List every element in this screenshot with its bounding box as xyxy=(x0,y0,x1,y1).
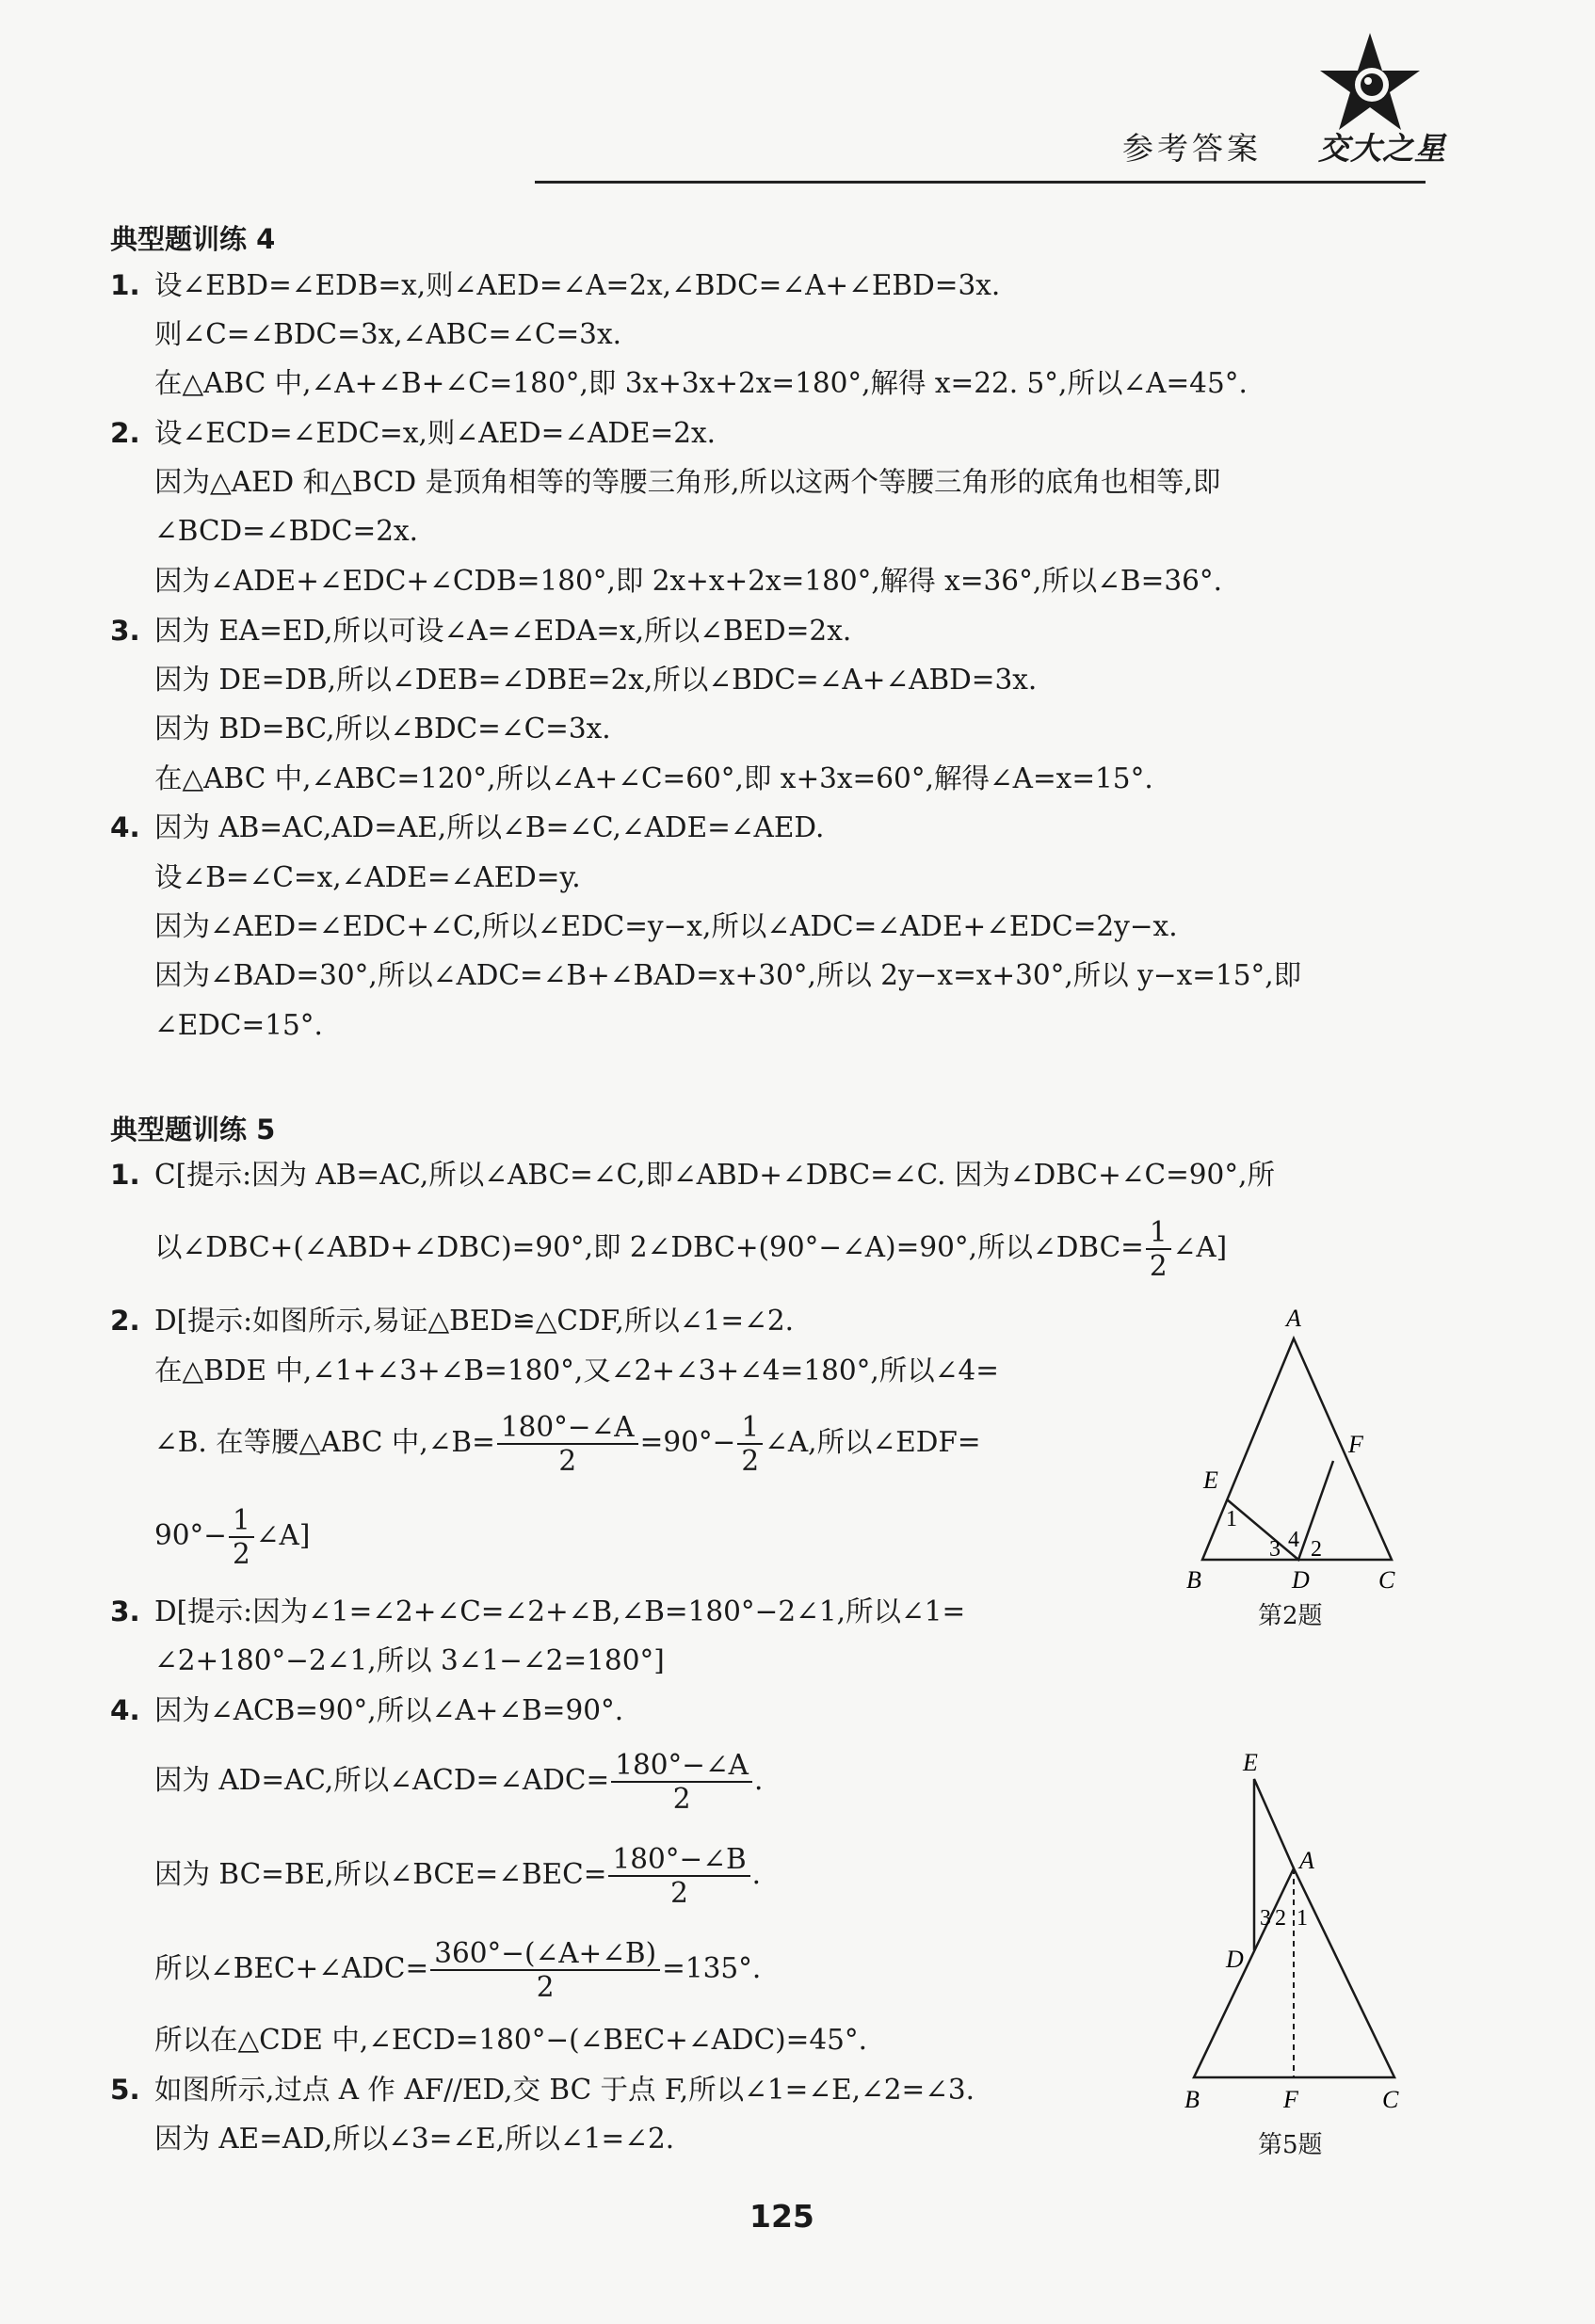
fig5-label-C: C xyxy=(1382,2086,1399,2113)
numerator: 360°−(∠A+∠B) xyxy=(430,1937,660,1971)
denominator: 2 xyxy=(672,1783,691,1815)
solution-line: 设∠B=∠C=x,∠ADE=∠AED=y. xyxy=(154,861,581,893)
fig2-label-F: F xyxy=(1348,1431,1363,1458)
fig5-label-A: A xyxy=(1299,1847,1314,1874)
problem-number: 2. xyxy=(110,1305,140,1337)
solution-line: 因为∠AED=∠EDC+∠C,所以∠EDC=y−x,所以∠ADC=∠ADE+∠EDC=2y−x. xyxy=(154,910,1178,942)
section-title: 典型题训练 4 xyxy=(110,223,276,255)
solution-line: 在△ABC 中,∠A+∠B+∠C=180°,即 3x+3x+2x=180°,解得 x=22. 5°,所以∠A=45°. xyxy=(154,367,1248,399)
figure-2-caption: 第2题 xyxy=(1258,1602,1323,1630)
denominator: 2 xyxy=(670,1877,688,1909)
text-run: ∠A] xyxy=(1172,1231,1228,1263)
text-run: 因为 BC=BE,所以∠BCE=∠BEC= xyxy=(154,1858,607,1890)
problem-number: 3. xyxy=(110,615,140,647)
solution-line xyxy=(154,1837,761,1911)
fraction xyxy=(430,1937,660,2003)
fraction xyxy=(737,1411,763,1477)
text-run: =90°− xyxy=(639,1426,736,1458)
fig5-label-E: E xyxy=(1243,1749,1258,1776)
text-run: 所以∠BEC+∠ADC= xyxy=(154,1952,429,1984)
fig2-label-B: B xyxy=(1186,1566,1201,1594)
solution-line: ∠EDC=15°. xyxy=(154,1009,323,1041)
solution-line: 设∠EBD=∠EDB=x,则∠AED=∠A=2x,∠BDC=∠A+∠EBD=3x. xyxy=(154,269,1001,301)
solution-line: 如图所示,过点 A 作 AF//ED,交 BC 于点 F,所以∠1=∠E,∠2=∠3. xyxy=(154,2074,975,2106)
fraction xyxy=(1146,1216,1171,1282)
figure-5-caption: 第5题 xyxy=(1258,2131,1323,2159)
text-run: 90°− xyxy=(154,1519,228,1551)
fig2-angle-3: 3 xyxy=(1269,1537,1281,1562)
numerator: 1 xyxy=(737,1411,763,1445)
figure-2-diagram xyxy=(1177,1304,1412,1595)
fig2-angle-4: 4 xyxy=(1288,1528,1299,1552)
denominator: 2 xyxy=(1149,1250,1168,1282)
solution-line: 因为△AED 和△BCD 是顶角相等的等腰三角形,所以这两个等腰三角形的底角也相等,即 xyxy=(154,466,1221,498)
fig2-label-C: C xyxy=(1378,1566,1395,1594)
figure-5-diagram xyxy=(1177,1746,1412,2118)
problem-number: 4. xyxy=(110,1694,140,1726)
fraction xyxy=(497,1411,638,1477)
solution-line: 因为 AB=AC,AD=AE,所以∠B=∠C,∠ADE=∠AED. xyxy=(154,811,825,843)
numerator: 180°−∠A xyxy=(497,1411,638,1445)
header-section-label: 参考答案 xyxy=(1122,130,1262,167)
fig2-label-D: D xyxy=(1292,1566,1310,1594)
page-number: 125 xyxy=(749,2198,814,2235)
solution-line: 则∠C=∠BDC=3x,∠ABC=∠C=3x. xyxy=(154,318,621,350)
numerator: 180°−∠B xyxy=(608,1843,749,1877)
fraction xyxy=(611,1749,752,1815)
denominator: 2 xyxy=(558,1445,577,1477)
header-rule xyxy=(535,181,1426,184)
header-brand: 交大之星 xyxy=(1318,130,1446,167)
solution-line: 因为 EA=ED,所以可设∠A=∠EDA=x,所以∠BED=2x. xyxy=(154,615,852,647)
solution-line: 设∠ECD=∠EDC=x,则∠AED=∠ADE=2x. xyxy=(154,417,717,449)
text-run: =135°. xyxy=(662,1952,762,1984)
numerator: 1 xyxy=(229,1504,254,1538)
solution-line xyxy=(154,1743,763,1817)
problem-number: 4. xyxy=(110,811,140,843)
fig5-angle-1: 1 xyxy=(1297,1906,1308,1931)
solution-line xyxy=(154,1931,761,2005)
text-run: ∠B. 在等腰△ABC 中,∠B= xyxy=(154,1426,495,1458)
fraction xyxy=(229,1504,254,1570)
denominator: 2 xyxy=(233,1538,250,1570)
solution-line: C[提示:因为 AB=AC,所以∠ABC=∠C,即∠ABD+∠DBC=∠C. 因为∠DBC+∠C=90°,所 xyxy=(154,1159,1275,1191)
solution-line: ∠BCD=∠BDC=2x. xyxy=(154,515,419,547)
text-run: ∠A,所以∠EDF= xyxy=(765,1426,981,1458)
fig5-angle-3: 3 xyxy=(1260,1906,1271,1931)
solution-line: D[提示:如图所示,易证△BED≌△CDF,所以∠1=∠2. xyxy=(154,1305,794,1337)
problem-number: 1. xyxy=(110,1159,140,1191)
numerator: 1 xyxy=(1146,1216,1171,1250)
problem-number: 5. xyxy=(110,2074,140,2106)
solution-line: 因为 DE=DB,所以∠DEB=∠DBE=2x,所以∠BDC=∠A+∠ABD=3x. xyxy=(154,664,1038,696)
fig5-angle-2: 2 xyxy=(1275,1906,1286,1931)
solution-line: 因为∠BAD=30°,所以∠ADC=∠B+∠BAD=x+30°,所以 2y−x=x+30°,所以 y−x=15°,即 xyxy=(154,959,1302,991)
denominator: 2 xyxy=(536,1971,555,2003)
solution-line: 在△BDE 中,∠1+∠3+∠B=180°,又∠2+∠3+∠4=180°,所以∠4= xyxy=(154,1354,1000,1386)
fig2-label-A: A xyxy=(1286,1305,1301,1332)
denominator: 2 xyxy=(741,1445,760,1477)
problem-number: 3. xyxy=(110,1595,140,1627)
fig2-angle-2: 2 xyxy=(1311,1537,1322,1562)
solution-line: 因为∠ADE+∠EDC+∠CDB=180°,即 2x+x+2x=180°,解得 x=36°,所以∠B=36°. xyxy=(154,565,1222,597)
solution-line: ∠2+180°−2∠1,所以 3∠1−∠2=180°] xyxy=(154,1644,665,1676)
fraction xyxy=(608,1843,749,1909)
fig5-label-D: D xyxy=(1226,1946,1244,1973)
text-run: . xyxy=(753,1764,764,1796)
numerator: 180°−∠A xyxy=(611,1749,752,1783)
text-run: ∠A] xyxy=(255,1519,311,1551)
text-run: 以∠DBC+(∠ABD+∠DBC)=90°,即 2∠DBC+(90°−∠A)=90°,所以∠DBC= xyxy=(154,1231,1144,1263)
fig5-label-B: B xyxy=(1184,2086,1200,2113)
solution-line: 在△ABC 中,∠ABC=120°,所以∠A+∠C=60°,即 x+3x=60°,解得∠A=x=15°. xyxy=(154,762,1153,794)
solution-line: 所以在△CDE 中,∠ECD=180°−(∠BEC+∠ADC)=45°. xyxy=(154,2024,868,2056)
solution-line: 因为 AE=AD,所以∠3=∠E,所以∠1=∠2. xyxy=(154,2123,675,2155)
section-title: 典型题训练 5 xyxy=(110,1114,276,1146)
problem-number: 2. xyxy=(110,417,140,449)
fig2-angle-1: 1 xyxy=(1226,1507,1237,1531)
fig5-label-F: F xyxy=(1283,2086,1298,2113)
text-run: . xyxy=(751,1858,762,1890)
solution-line: 因为 BD=BC,所以∠BDC=∠C=3x. xyxy=(154,713,611,745)
solution-line xyxy=(154,1499,310,1572)
solution-line: D[提示:因为∠1=∠2+∠C=∠2+∠B,∠B=180°−2∠1,所以∠1= xyxy=(154,1595,966,1627)
fig2-label-E: E xyxy=(1203,1467,1218,1494)
solution-line xyxy=(154,1210,1227,1284)
problem-number: 1. xyxy=(110,269,140,301)
solution-line xyxy=(154,1405,981,1479)
solution-line: 因为∠ACB=90°,所以∠A+∠B=90°. xyxy=(154,1694,624,1726)
text-run: 因为 AD=AC,所以∠ACD=∠ADC= xyxy=(154,1764,610,1796)
